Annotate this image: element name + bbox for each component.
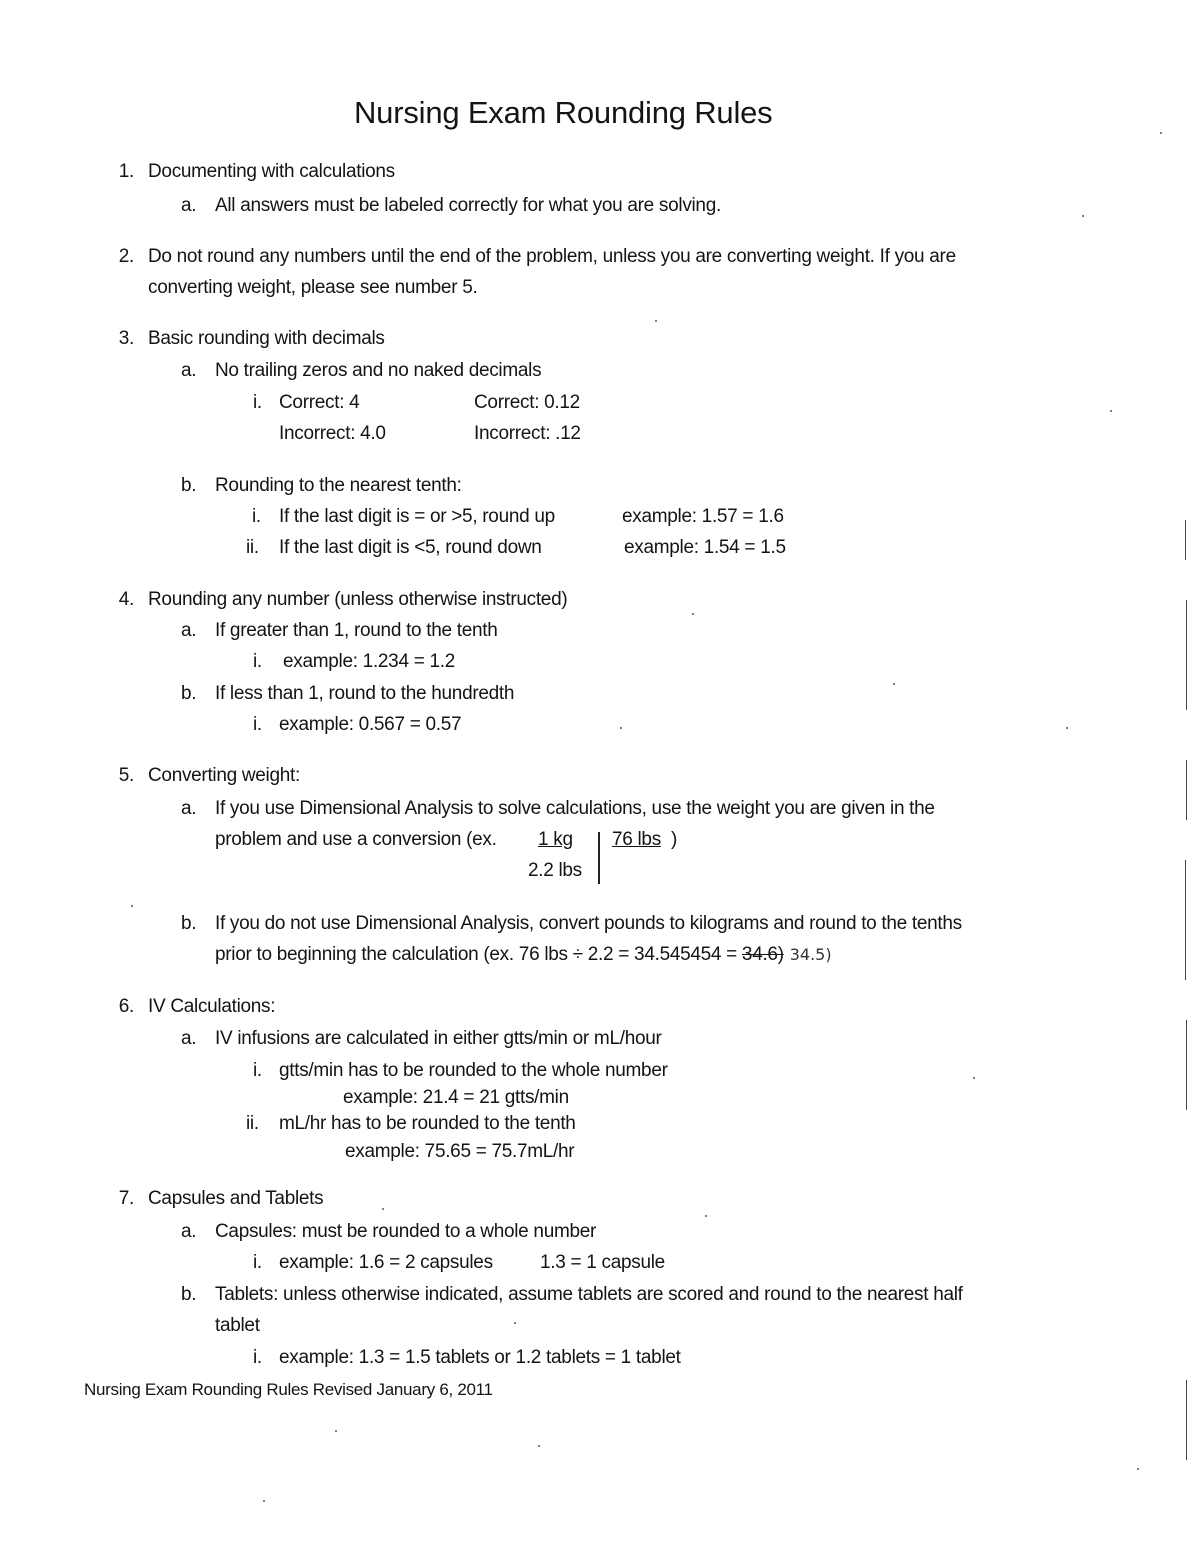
section-4a-i-text: example: 1.234 = 1.2 — [283, 651, 455, 672]
conversion-denominator: 2.2 lbs — [528, 860, 582, 881]
section-3b-text: Rounding to the nearest tenth: — [215, 475, 462, 496]
section-5b-mark: b. — [181, 913, 197, 934]
item-number-6: 6. — [118, 996, 134, 1017]
section-6a-text: IV infusions are calculated in either gtts/min or mL/hour — [215, 1028, 662, 1049]
section-4a-text: If greater than 1, round to the tenth — [215, 620, 498, 641]
section-3a-text: No trailing zeros and no naked decimals — [215, 360, 542, 381]
scan-speck — [263, 1500, 265, 1502]
scan-speck — [1160, 132, 1162, 134]
section-6a-i-example: example: 21.4 = 21 gtts/min — [343, 1087, 569, 1108]
scan-speck — [538, 1445, 540, 1447]
section-5-heading: Converting weight: — [148, 765, 300, 786]
item-number-5: 5. — [118, 765, 134, 786]
section-7b-i-text: example: 1.3 = 1.5 tablets or 1.2 tablets = 1 tablet — [279, 1347, 681, 1368]
section-7a-i-example-1: example: 1.6 = 2 capsules — [279, 1252, 493, 1273]
section-3b-i-example: example: 1.57 = 1.6 — [622, 506, 784, 527]
section-5b-line-2 — [215, 944, 832, 966]
conversion-right-term: 76 lbs — [612, 829, 661, 850]
scan-speck — [893, 683, 895, 685]
section-3b-ii-mark: ii. — [246, 537, 259, 558]
item-number-2: 2. — [118, 246, 134, 267]
section-6-heading: IV Calculations: — [148, 996, 276, 1017]
scan-edge-mark — [1186, 760, 1187, 820]
item-number-4: 4. — [118, 589, 134, 610]
correct-example-2: Correct: 0.12 — [474, 392, 580, 413]
section-3b-ii-text: If the last digit is <5, round down — [279, 537, 542, 558]
scan-edge-mark — [1186, 1380, 1187, 1460]
section-6a-i-mark: i. — [253, 1060, 262, 1081]
section-6a-ii-example: example: 75.65 = 75.7mL/hr — [345, 1141, 575, 1162]
scan-speck — [1110, 410, 1112, 412]
page-footer: Nursing Exam Rounding Rules Revised January 6, 2011 — [84, 1380, 493, 1399]
scan-speck — [1066, 727, 1068, 729]
section-3a-mark: a. — [181, 360, 197, 381]
section-1-heading: Documenting with calculations — [148, 161, 395, 182]
section-4b-text: If less than 1, round to the hundredth — [215, 683, 515, 704]
scan-edge-mark — [1185, 520, 1186, 560]
scan-edge-mark — [1186, 1020, 1187, 1110]
incorrect-example-2: Incorrect: .12 — [474, 423, 581, 444]
section-1a-text: All answers must be labeled correctly for what you are solving. — [215, 195, 721, 216]
section-3b-i-mark: i. — [252, 506, 261, 527]
section-5a-mark: a. — [181, 798, 197, 819]
section-7a-i-mark: i. — [253, 1252, 262, 1273]
conversion-divider-line — [598, 832, 600, 884]
item-number-7: 7. — [118, 1188, 134, 1209]
section-4b-i-mark: i. — [253, 714, 262, 735]
section-3a-i-mark: i. — [253, 392, 262, 413]
scan-speck — [335, 1430, 337, 1432]
section-4a-mark: a. — [181, 620, 197, 641]
section-3b-i-text: If the last digit is = or >5, round up — [279, 506, 555, 527]
section-3b-ii-example: example: 1.54 = 1.5 — [624, 537, 786, 558]
section-4b-i-text: example: 0.567 = 0.57 — [279, 714, 462, 735]
section-5a-line-1: If you use Dimensional Analysis to solve calculations, use the weight you are given in the — [215, 798, 935, 819]
section-6a-mark: a. — [181, 1028, 197, 1049]
scan-speck — [705, 1215, 707, 1217]
scan-speck — [620, 727, 622, 729]
section-6a-ii-mark: ii. — [246, 1113, 259, 1134]
scan-speck — [1137, 1468, 1139, 1470]
scan-speck — [655, 320, 657, 322]
section-6a-ii-text: mL/hr has to be rounded to the tenth — [279, 1113, 576, 1134]
section-5b-line-2-text: prior to beginning the calculation (ex. 76 lbs ÷ 2.2 = 34.545454 = — [215, 944, 742, 965]
section-2-line-1: Do not round any numbers until the end of the problem, unless you are converting weight. If you are — [148, 246, 956, 267]
section-7b-line-1: Tablets: unless otherwise indicated, assume tablets are scored and round to the nearest half — [215, 1284, 963, 1305]
scan-speck — [973, 1077, 975, 1079]
section-1a-mark: a. — [181, 195, 197, 216]
item-number-1: 1. — [118, 161, 134, 182]
section-2-line-2: converting weight, please see number 5. — [148, 277, 478, 298]
section-7a-mark: a. — [181, 1221, 197, 1242]
section-3-heading: Basic rounding with decimals — [148, 328, 385, 349]
scan-edge-mark — [1185, 860, 1186, 980]
conversion-numerator: 1 kg — [538, 829, 573, 850]
section-4-heading: Rounding any number (unless otherwise instructed) — [148, 589, 568, 610]
scan-speck — [1082, 215, 1084, 217]
section-7b-mark: b. — [181, 1284, 197, 1305]
section-4b-mark: b. — [181, 683, 197, 704]
section-7-heading: Capsules and Tablets — [148, 1188, 324, 1209]
conversion-close-paren: ) — [671, 829, 678, 850]
scan-speck — [131, 905, 133, 907]
handwritten-correction: 34.5) — [789, 945, 832, 964]
scan-speck — [692, 613, 694, 615]
scan-speck — [514, 1322, 516, 1324]
struck-answer: 34.6) — [741, 944, 784, 965]
scan-edge-mark — [1186, 600, 1187, 710]
section-5b-line-1: If you do not use Dimensional Analysis, convert pounds to kilograms and round to the tenths — [215, 913, 962, 934]
incorrect-example-1: Incorrect: 4.0 — [279, 423, 386, 444]
page-title: Nursing Exam Rounding Rules — [354, 95, 773, 130]
correct-example-1: Correct: 4 — [279, 392, 360, 413]
section-3b-mark: b. — [181, 475, 197, 496]
section-7a-text: Capsules: must be rounded to a whole number — [215, 1221, 597, 1242]
section-5a-line-2: problem and use a conversion (ex. — [215, 829, 497, 850]
section-7b-line-2: tablet — [215, 1315, 260, 1336]
section-4a-i-mark: i. — [253, 651, 262, 672]
section-7a-i-example-2: 1.3 = 1 capsule — [540, 1252, 665, 1273]
section-6a-i-text: gtts/min has to be rounded to the whole number — [279, 1060, 668, 1081]
section-7b-i-mark: i. — [253, 1347, 262, 1368]
item-number-3: 3. — [118, 328, 134, 349]
scan-speck — [382, 1208, 384, 1210]
